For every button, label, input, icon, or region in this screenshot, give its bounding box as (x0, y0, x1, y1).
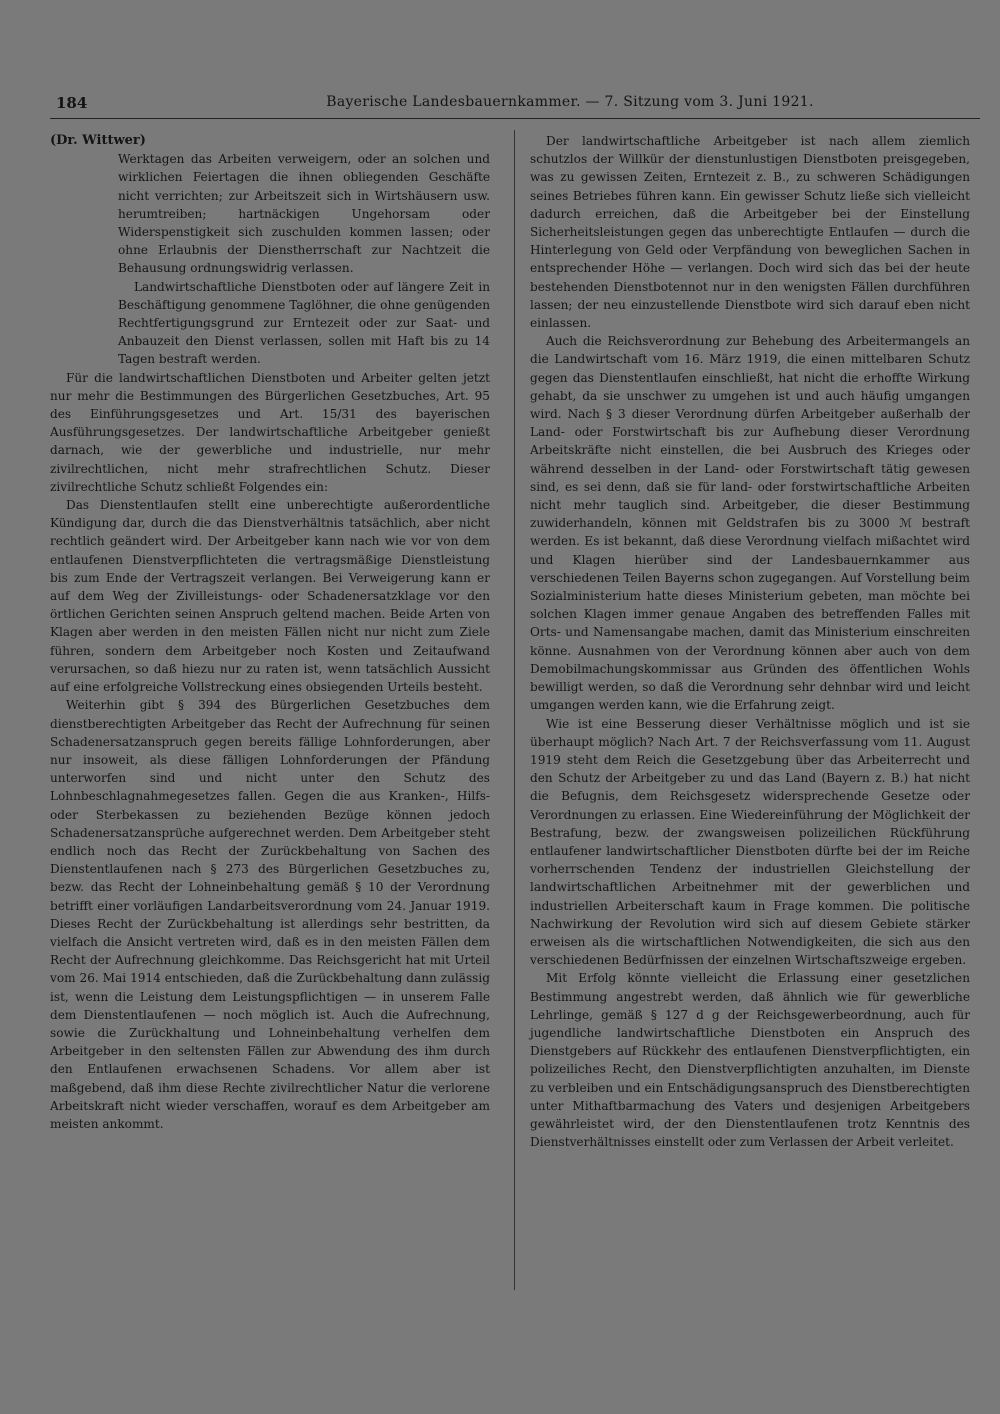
running-title: Bayerische Landesbauernkammer. — 7. Sitzung vom 3. Juni 1921. (326, 94, 814, 110)
left-column (50, 132, 490, 1133)
page-header (50, 94, 980, 118)
body-paragraph: Für die landwirtschaftlichen Dienstboten und Arbeiter gelten jetzt nur mehr die Bestimmungen des Bürgerlichen Gesetzbuches, Art. 95 des Einführungsgesetzes und Art. 15/31 des bayerischen Ausführungsgesetzes. Der landwirtschaftliche Arbeitgeber genießt darnach, wie der gewerbliche und industrielle, nur mehr zivilrechtlichen, nicht mehr strafrechtlichen Schutz. Dieser zivilrechtliche Schutz schließt Folgendes ein: (50, 370, 490, 494)
body-paragraph: Der landwirtschaftliche Arbeitgeber ist nach allem ziemlich schutzlos der Willkür der dienstunlustigen Dienstboten preisgegeben, was zu gewissen Zeiten, Erntezeit z. B., zu schweren Schädigungen seines Betriebes führen kann. Ein gewisser Schutz ließe sich vielleicht dadurch erreichen, daß die Arbeitgeber bei der Einstellung Sicherheitsleistungen gegen das unberechtigte Entlaufen — durch die Hinterlegung von Geld oder Verpfändung von beweglichen Sachen in entsprechender Höhe — verlangen. Doch wird sich das bei der heute bestehenden Dienstbotennot nur in den wenigsten Fällen durchführen lassen; der neu einzustellende Dienstbote wird sich darauf eben nicht einlassen. (530, 134, 970, 331)
body-paragraph: Auch die Reichsverordnung zur Behebung des Arbeitermangels an die Landwirtschaft vom 16. März 1919, die einen mittelbaren Schutz gegen das Dienstentlaufen einschließt, hat nicht die erhoffte Wirkung gehabt, da sie unschwer zu umgehen ist und auch häufig umgangen wird. Nach § 3 dieser Verordnung dürfen Arbeitgeber außerhalb der Land- oder Forstwirtschaft bis zur Aufhebung dieser Verordnung Arbeitskräfte nicht einstellen, die bei Ausbruch des Krieges oder während desselben in der Land- oder Forstwirtschaft tätig gewesen sind, es sei denn, daß sie für land- oder forstwirtschaftliche Arbeiten nicht mehr tauglich sind. Arbeitgeber, die dieser Bestimmung zuwiderhandeln, können mit Geldstrafen bis zu 3000 ℳ bestraft werden. Es ist bekannt, daß diese Verordnung vielfach mißachtet wird und Klagen hierüber sind der Landesbauernkammer aus verschiedenen Teilen Bayerns schon zugegangen. Auf Vorstellung beim Sozialministerium hatte dieses Ministerium gebeten, man möchte bei solchen Klagen immer genaue Angaben des betreffenden Falles mit Orts- und Namensangabe machen, damit das Ministerium einschreiten könne. Ausnahmen von der Verordnung können aber auch von dem Demobilmachungskommissar aus Gründen des öffentlichen Wohls bewilligt werden, so daß die Verordnung sehr dehnbar wird und leicht umgangen werden kann, wie die Erfahrung zeigt. (530, 334, 970, 713)
quoted-paragraph: Landwirtschaftliche Dienstboten oder auf längere Zeit in Beschäftigung genommene Taglöhner, die ohne genügenden Rechtfertigungsgrund zur Erntezeit oder zur Saat- und Anbauzeit den Dienst verlassen, sollen mit Haft bis zu 14 Tagen bestraft werden. (118, 279, 490, 367)
body-paragraph: Das Dienstentlaufen stellt eine unberechtigte außerordentliche Kündigung dar, durch die das Dienstverhältnis tatsächlich, aber nicht rechtlich geändert wird. Der Arbeitgeber kann nach wie vor von dem entlaufenen Dienstverpflichteten die vertragsmäßige Dienstleistung bis zum Ende der Vertragszeit verlangen. Bei Verweigerung kann er auf dem Weg der Zivilleistungs- oder Schadenersatzklage vor den örtlichen Gerichten seinen Anspruch geltend machen. Beide Arten von Klagen aber werden in den meisten Fällen nicht nur nicht zum Ziele führen, sondern dem Arbeitgeber noch Kosten und Zeitaufwand verursachen, so daß hiezu nur zu raten ist, wenn tatsächlich Aussicht auf eine erfolgreiche Vollstreckung eines obsiegenden Urteils besteht. (50, 498, 490, 695)
quoted-paragraph: Werktagen das Arbeiten verweigern, oder an solchen und wirklichen Feiertagen die ihnen obliegenden Geschäfte nicht verrichten; zur Arbeitszeit sich in Wirtshäusern usw. herumtreiben; hartnäckigen Ungehorsam oder Widerspenstigkeit sich zuschulden kommen lassen; oder ohne Erlaubnis der Dienstherrschaft zur Nachtzeit die Behausung ordnungswidrig verlassen. (118, 152, 490, 276)
header-rule (50, 118, 980, 119)
speaker-name: (Dr. Wittwer) (50, 133, 146, 148)
page-number: 184 (56, 94, 88, 112)
body-paragraph: Mit Erfolg könnte vielleicht die Erlassung einer gesetzlichen Bestimmung angestrebt werden, daß ähnlich wie für gewerbliche Lehrlinge, gemäß § 127 d g der Reichsgewerbeordnung, auch für jugendliche landwirtschaftliche Dienstboten ein Anspruch des Dienstgebers auf Rückkehr des entlaufenen Dienstverpflichtigten, ein polizeiliches Recht, den Dienstverpflichtigten anzuhalten, im Dienste zu verbleiben und ein Entschädigungsanspruch des Dienstberechtigten unter Mithaftbarmachung des Vaters und desjenigen Arbeitgebers gewährleistet wird, der den Dienstentlaufenen trotz Kenntnis des Dienstverhältnisses einstellt oder zum Verlassen der Arbeit verleitet. (530, 971, 970, 1150)
column-divider (514, 130, 515, 1290)
body-paragraph: Wie ist eine Besserung dieser Verhältnisse möglich und ist sie überhaupt möglich? Nach Art. 7 der Reichsverfassung vom 11. August 1919 steht dem Reich die Gesetzgebung über das Arbeiterrecht und den Schutz der Arbeitgeber zu und das Land (Bayern z. B.) hat nicht die Befugnis, dem Reichsgesetz widersprechende Gesetze oder Verordnungen zu erlassen. Eine Wiedereinführung der Möglichkeit der Bestrafung, bezw. der zwangsweisen polizeilichen Rückführung entlaufener landwirtschaftlicher Dienstboten dürfte bei der im Reiche vorherrschenden Tendenz der industriellen Gleichstellung der landwirtschaftlichen Arbeitnehmer mit der gewerblichen und industriellen Arbeiterschaft kaum in Frage kommen. Die politische Nachwirkung der Revolution wird sich auf diesem Gebiete stärker erweisen als die wirtschaftlichen Notwendigkeiten, die sich aus den verschiedenen Bedürfnissen der einzelnen Wirtschaftszweige ergeben. (530, 716, 970, 968)
right-column (530, 132, 970, 1151)
body-paragraph: Weiterhin gibt § 394 des Bürgerlichen Gesetzbuches dem dienstberechtigten Arbeitgeber das Recht der Aufrechnung für seinen Schadenersatzanspruch gegen bereits fällige Lohnforderungen, aber nur insoweit, als diese fälligen Lohnforderungen der Pfändung unterworfen sind und nicht unter den Schutz des Lohnbeschlagnahmegesetzes fallen. Gegen die aus Kranken-, Hilfs- oder Sterbekassen zu beziehenden Bezüge können jedoch Schadenersatzansprüche aufgerechnet werden. Dem Arbeitgeber steht endlich noch das Recht der Zurückbehaltung von Sachen des Dienstentlaufenen nach § 273 des Bürgerlichen Gesetzbuches zu, bezw. das Recht der Lohneinbehaltung gemäß § 10 der Verordnung betrifft einer vorläufigen Landarbeitsverordnung vom 24. Januar 1919. Dieses Recht der Zurückbehaltung ist allerdings sehr bestritten, da vielfach die Ansicht vertreten wird, daß es in den meisten Fällen dem Recht der Aufrechnung gleichkomme. Das Reichsgericht hat mit Urteil vom 26. Mai 1914 entschieden, daß die Zurückbehaltung dann zulässig ist, wenn die Leistung dem Leistungspflichtigen — in unserem Falle dem Dienstentlaufenen — noch möglich ist. Auch die Aufrechnung, sowie die Zurückhaltung und Lohneinbehaltung verhelfen dem Arbeitgeber in den seltensten Fällen zur Abwendung des ihm durch den Entlaufenen erwachsenen Schadens. Vor allem aber ist maßgebend, daß ihm diese Rechte zivilrechtlicher Natur die verlorene Arbeitskraft nicht wieder verschaffen, worauf es dem Arbeitgeber am meisten ankommt. (50, 698, 490, 1131)
